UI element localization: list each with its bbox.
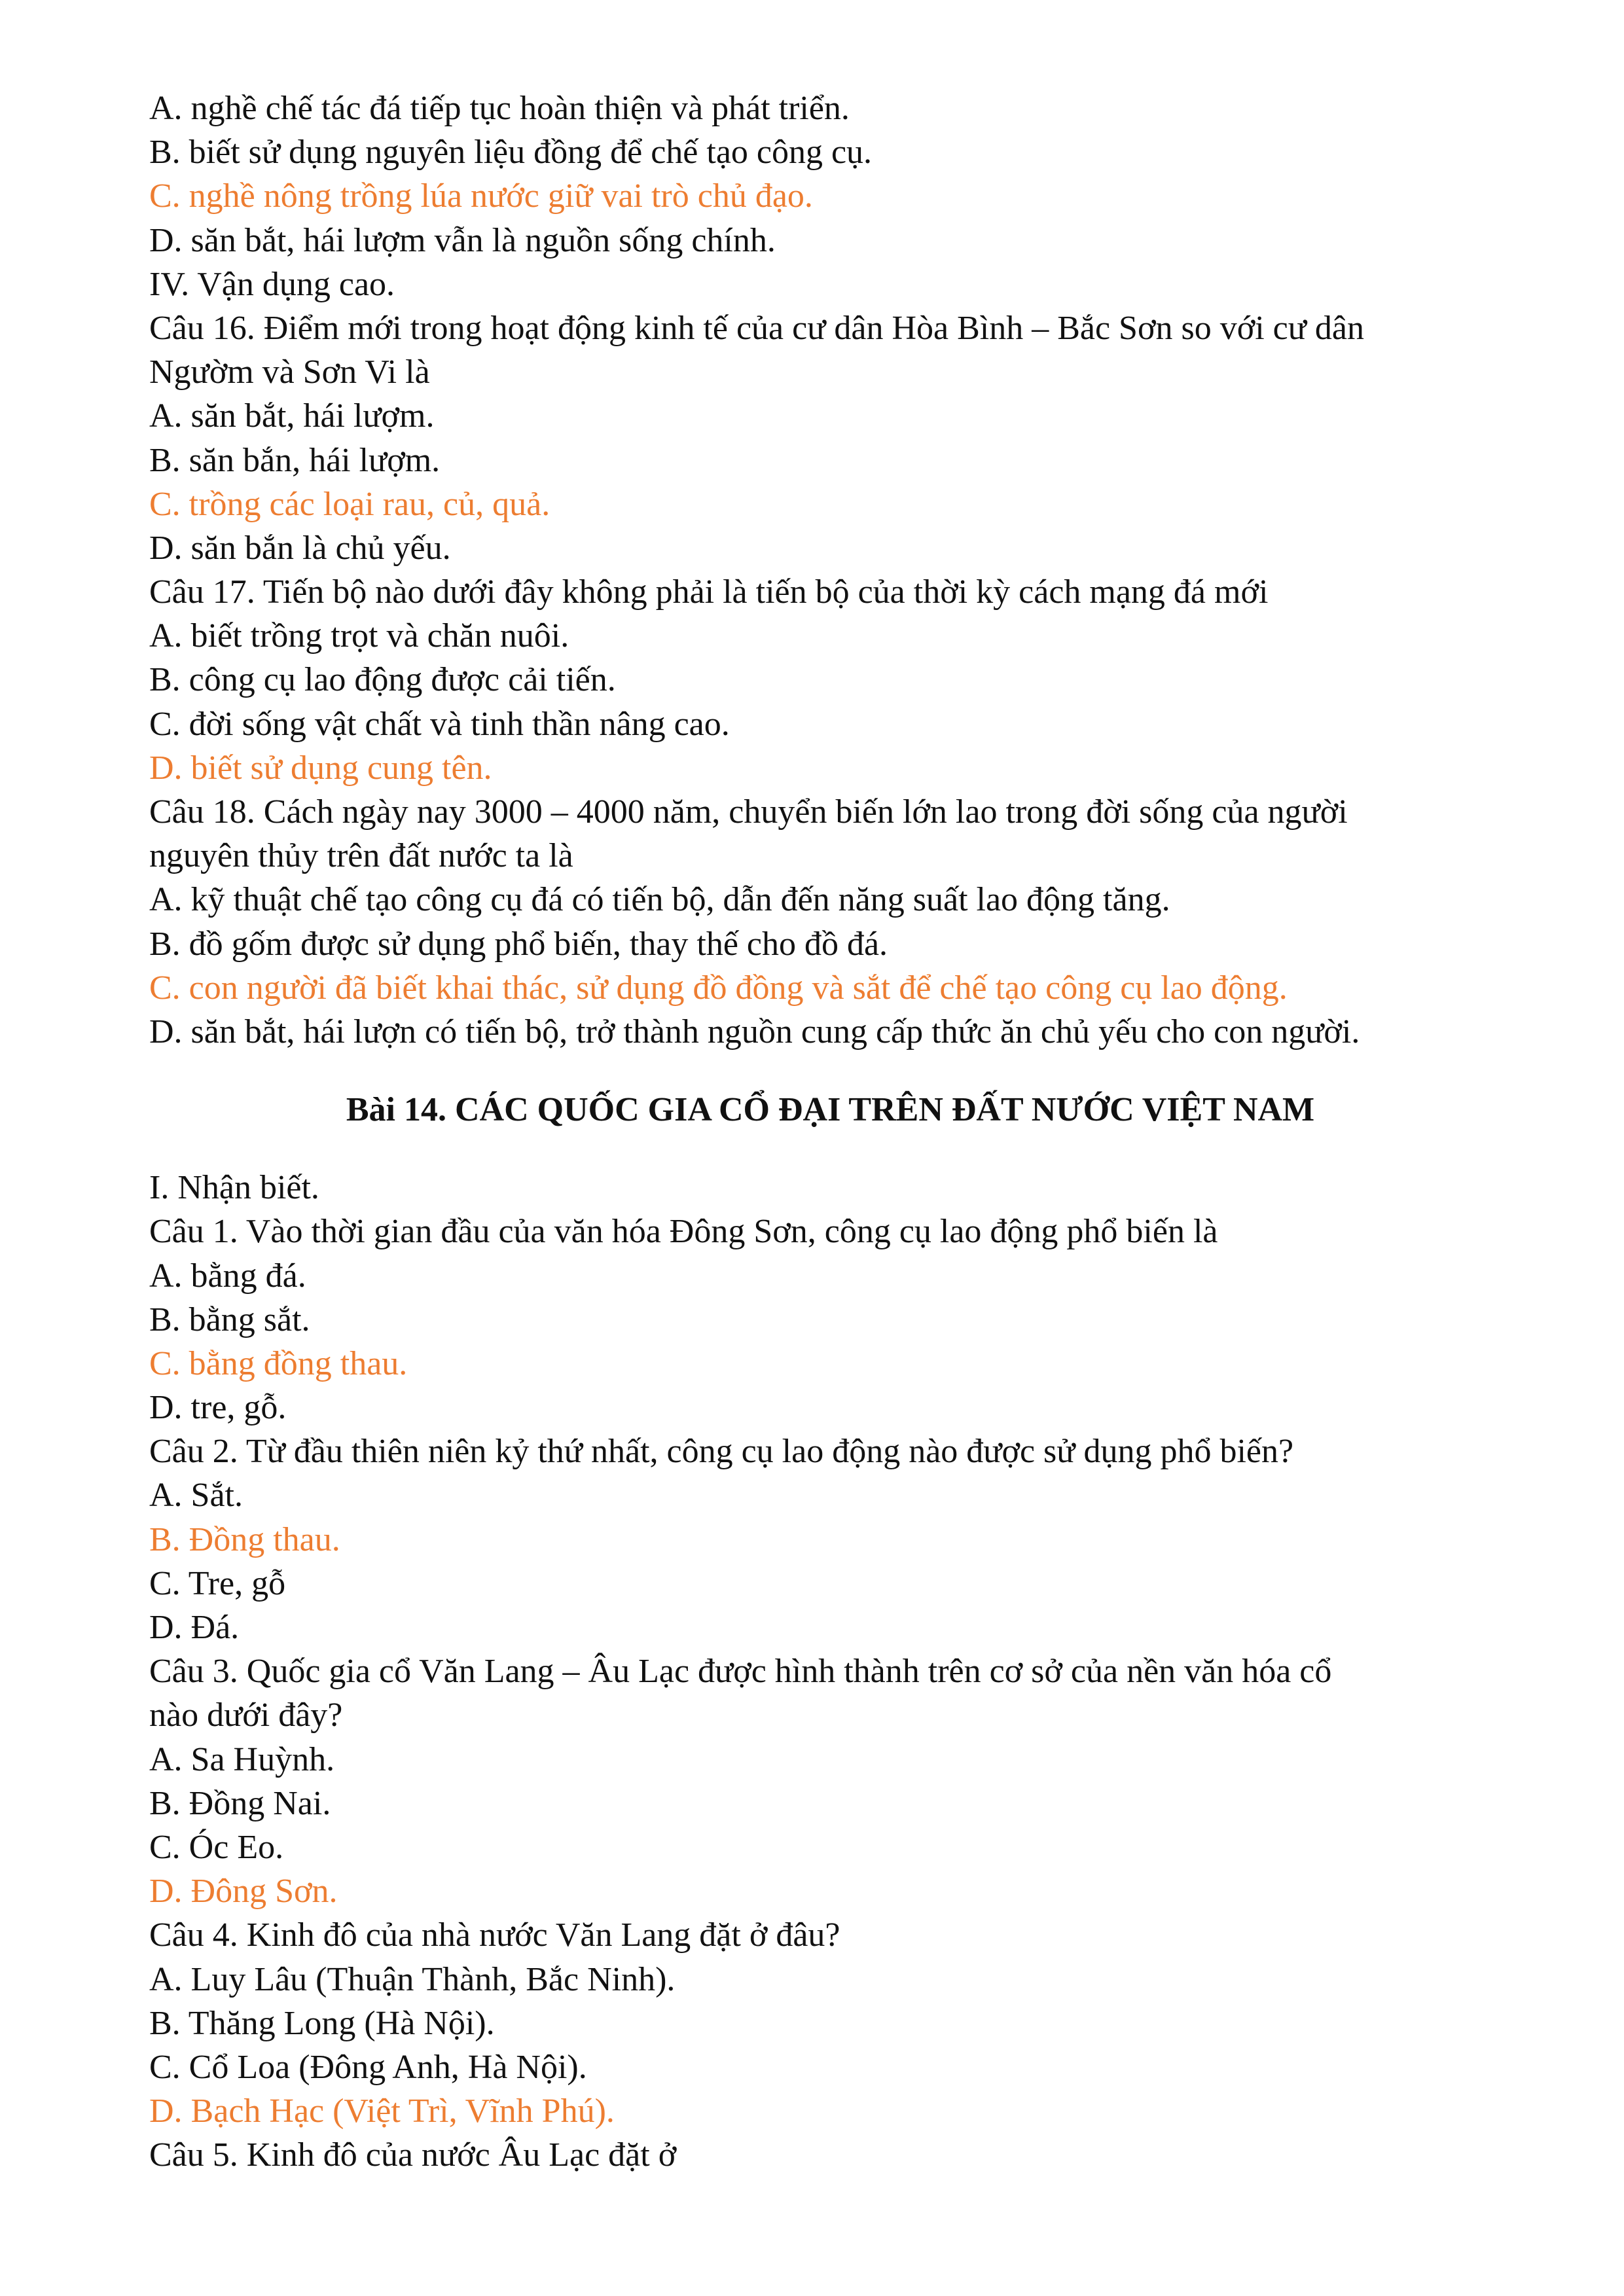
answer-option: A. Sa Huỳnh. [149,1740,335,1778]
question-line: Câu 3. Quốc gia cổ Văn Lang – Âu Lạc được hình thành trên cơ sở của nền văn hóa cổ [149,1653,1332,1691]
answer-option: C. Óc Eo. [149,1828,284,1866]
answer-option-correct: C. bằng đồng thau. [149,1344,408,1382]
answer-option-correct: C. con người đã biết khai thác, sử dụng đồ đồng và sắt để chế tạo công cụ lao động. [149,969,1288,1007]
question-line: Câu 5. Kinh đô của nước Âu Lạc đặt ở [149,2136,677,2174]
answer-option: B. Thăng Long (Hà Nội). [149,2004,495,2042]
answer-option: B. bằng sắt. [149,1300,310,1338]
answer-option: D. Đá. [149,1609,240,1646]
answer-option: A. Sắt. [149,1477,243,1515]
level-heading: IV. Vận dụng cao. [149,265,395,303]
question-line: Câu 1. Vào thời gian đầu của văn hóa Đông Sơn, công cụ lao động phổ biến là [149,1213,1218,1251]
question-line: Câu 17. Tiến bộ nào dưới đây không phải là tiến bộ của thời kỳ cách mạng đá mới [149,573,1269,611]
answer-option: B. biết sử dụng nguyên liệu đồng để chế tạo công cụ. [149,134,873,171]
text-line: nào dưới đây? [149,1696,343,1734]
question-line: Câu 16. Điểm mới trong hoạt động kinh tế của cư dân Hòa Bình – Bắc Sơn so với cư dân [149,309,1365,347]
answer-option: D. săn bắt, hái lượn có tiến bộ, trở thành nguồn cung cấp thức ăn chủ yếu cho con người. [149,1013,1360,1050]
answer-option: A. biết trồng trọt và chăn nuôi. [149,617,569,655]
text-line: Ngườm và Sơn Vi là [149,353,430,391]
answer-option: B. săn bắn, hái lượm. [149,441,441,479]
answer-option: A. săn bắt, hái lượm. [149,397,435,435]
answer-option-correct: B. Đồng thau. [149,1520,340,1558]
text-line: nguyên thủy trên đất nước ta là [149,837,573,875]
answer-option: B. Đồng Nai. [149,1784,331,1822]
answer-option: C. Cổ Loa (Đông Anh, Hà Nội). [149,2048,587,2086]
level-heading: I. Nhận biết. [149,1169,319,1207]
question-line: Câu 18. Cách ngày nay 3000 – 4000 năm, chuyển biến lớn lao trong đời sống của người [149,793,1348,831]
answer-option-correct: D. Bạch Hạc (Việt Trì, Vĩnh Phú). [149,2092,615,2130]
answer-option: C. Tre, gỗ [149,1564,286,1602]
question-block-1 [149,86,1524,1054]
answer-option: D. săn bắt, hái lượm vẫn là nguồn sống chính. [149,221,776,259]
answer-option-correct: D. Đông Sơn. [149,1873,338,1910]
section-title: Bài 14. CÁC QUỐC GIA CỔ ĐẠI TRÊN ĐẤT NƯỚC VIỆT NAM [346,1091,1315,1129]
answer-option: D. tre, gỗ. [149,1389,287,1427]
answer-option: A. Luy Lâu (Thuận Thành, Bắc Ninh). [149,1960,676,1998]
answer-option: A. bằng đá. [149,1257,306,1295]
answer-option: A. nghề chế tác đá tiếp tục hoàn thiện và phát triển. [149,90,850,127]
document-page [149,86,1524,2177]
answer-option: B. công cụ lao động được cải tiến. [149,661,616,699]
answer-option-correct: D. biết sử dụng cung tên. [149,749,492,787]
question-line: Câu 4. Kinh đô của nhà nước Văn Lang đặt ở đâu? [149,1916,840,1954]
answer-option-correct: C. nghề nông trồng lúa nước giữ vai trò chủ đạo. [149,177,813,215]
question-block-2 [149,1166,1524,2177]
answer-option: C. đời sống vật chất và tinh thần nâng cao. [149,705,730,743]
answer-option-correct: C. trồng các loại rau, củ, quả. [149,485,550,523]
question-line: Câu 2. Từ đầu thiên niên kỷ thứ nhất, công cụ lao động nào được sử dụng phổ biến? [149,1433,1294,1471]
answer-option: B. đồ gốm được sử dụng phổ biến, thay thế cho đồ đá. [149,925,888,963]
answer-option: D. săn bắn là chủ yếu. [149,529,451,567]
answer-option: A. kỹ thuật chế tạo công cụ đá có tiến bộ, dẫn đến năng suất lao động tăng. [149,881,1170,919]
